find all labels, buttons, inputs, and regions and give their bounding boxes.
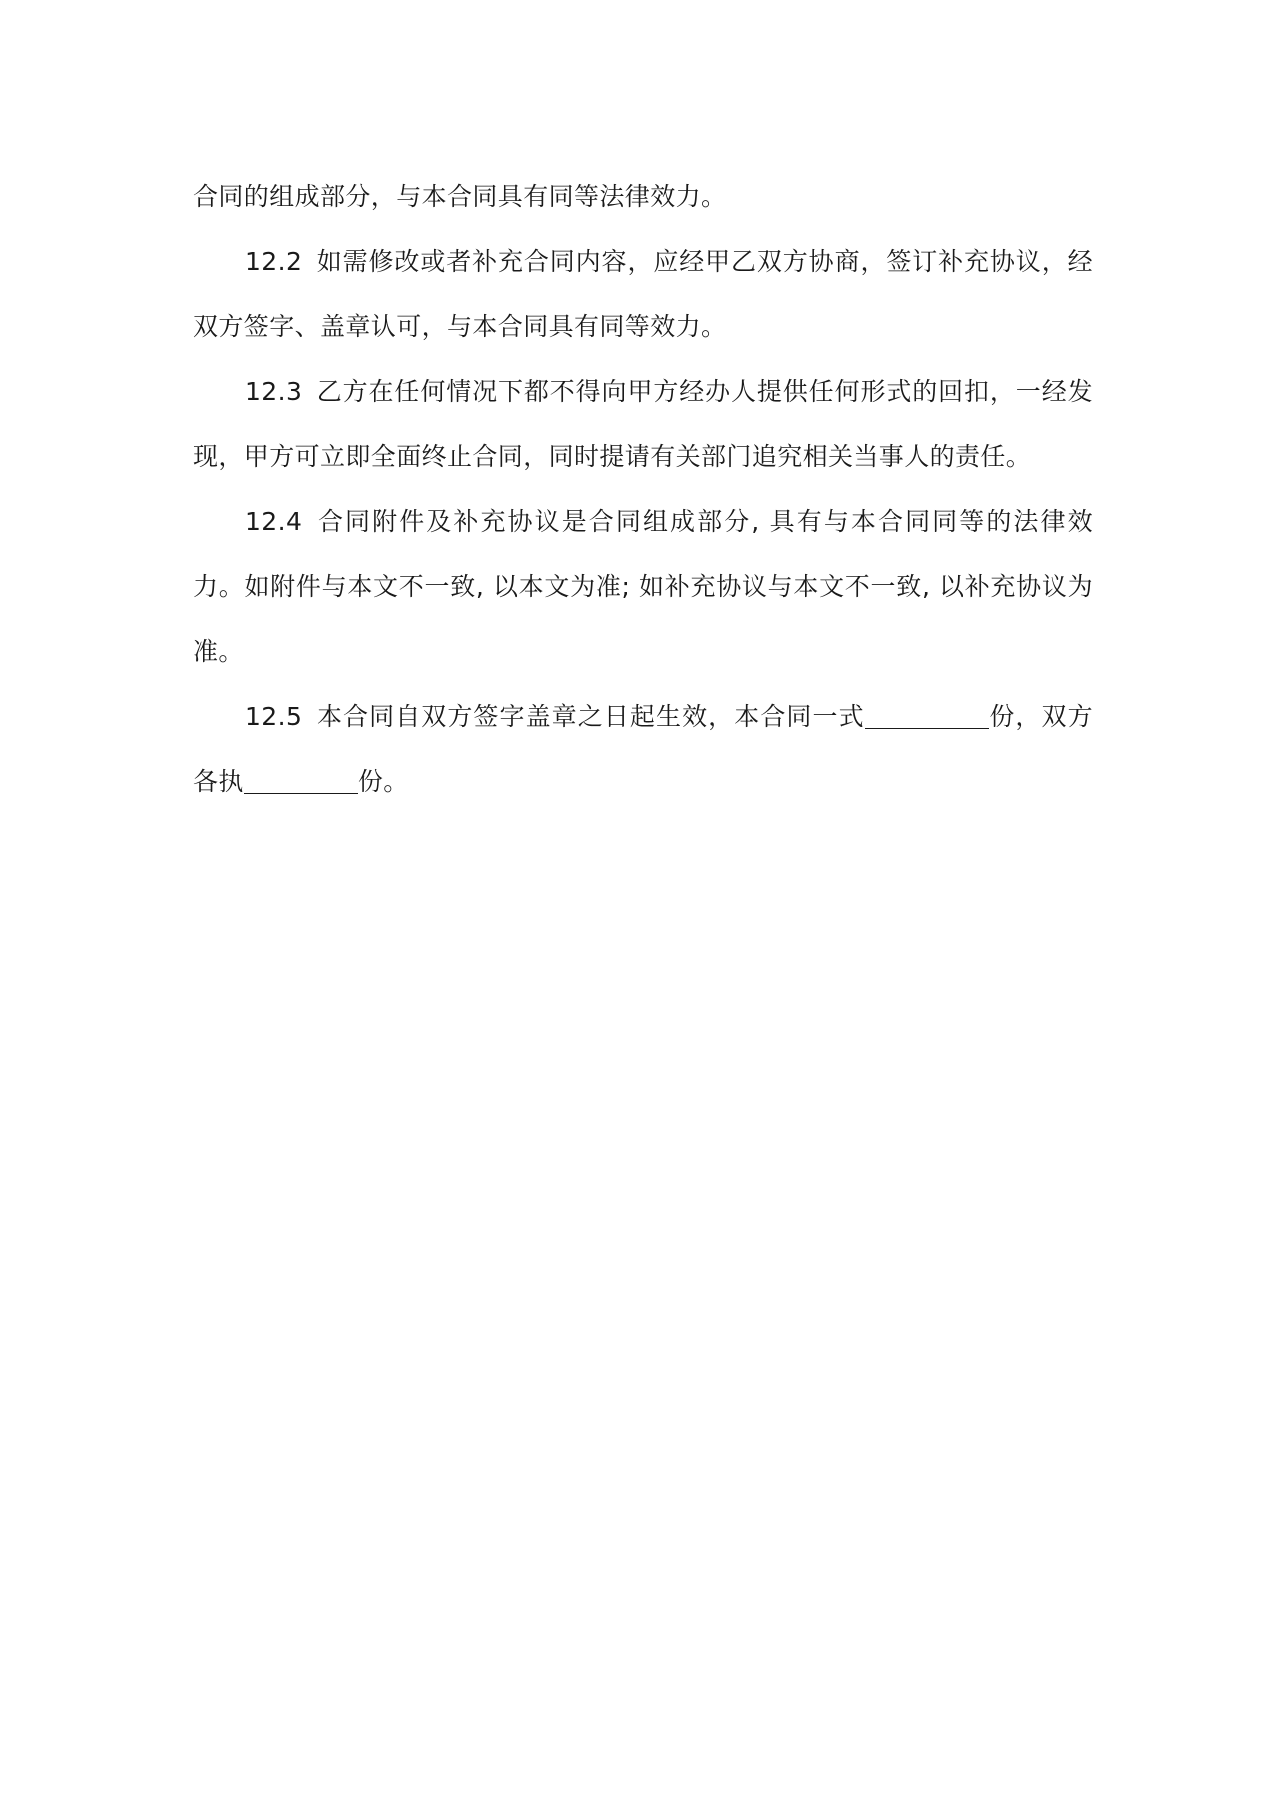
document-body	[193, 164, 1093, 814]
clause-text: 合同附件及补充协议是合同组成部分, 具有与本合同同等的法律效力。如附件与本文不一致, 以本文为准; 如补充协议与本文不一致, 以补充协议为准。	[193, 507, 1093, 666]
clause-text-before: 本合同自双方签字盖章之日起生效，本合同一式	[316, 702, 865, 731]
copies-total-blank[interactable]	[865, 700, 989, 729]
paragraph-continuation	[193, 164, 1093, 229]
clause-text: 乙方在任何情况下都不得向甲方经办人提供任何形式的回扣，一经发现，甲方可立即全面终止合同，同时提请有关部门追究相关当事人的责任。	[193, 377, 1093, 471]
clause-number: 12.4	[245, 507, 303, 536]
clause-12-4	[193, 489, 1093, 684]
paragraph-text: 合同的组成部分，与本合同具有同等法律效力。	[193, 182, 727, 211]
clause-number: 12.5	[245, 702, 303, 731]
clause-12-2	[193, 229, 1093, 359]
copies-each-blank[interactable]	[244, 765, 358, 794]
clause-12-5	[193, 684, 1093, 814]
clause-text: 如需修改或者补充合同内容，应经甲乙双方协商，签订补充协议，经双方签字、盖章认可，与本合同具有同等效力。	[193, 247, 1093, 341]
clause-number: 12.3	[245, 377, 303, 406]
clause-text-after: 份。	[357, 767, 409, 796]
clause-12-3	[193, 359, 1093, 489]
clause-number: 12.2	[245, 247, 303, 276]
clause-text-middle: 份，双方各执	[193, 702, 1093, 796]
